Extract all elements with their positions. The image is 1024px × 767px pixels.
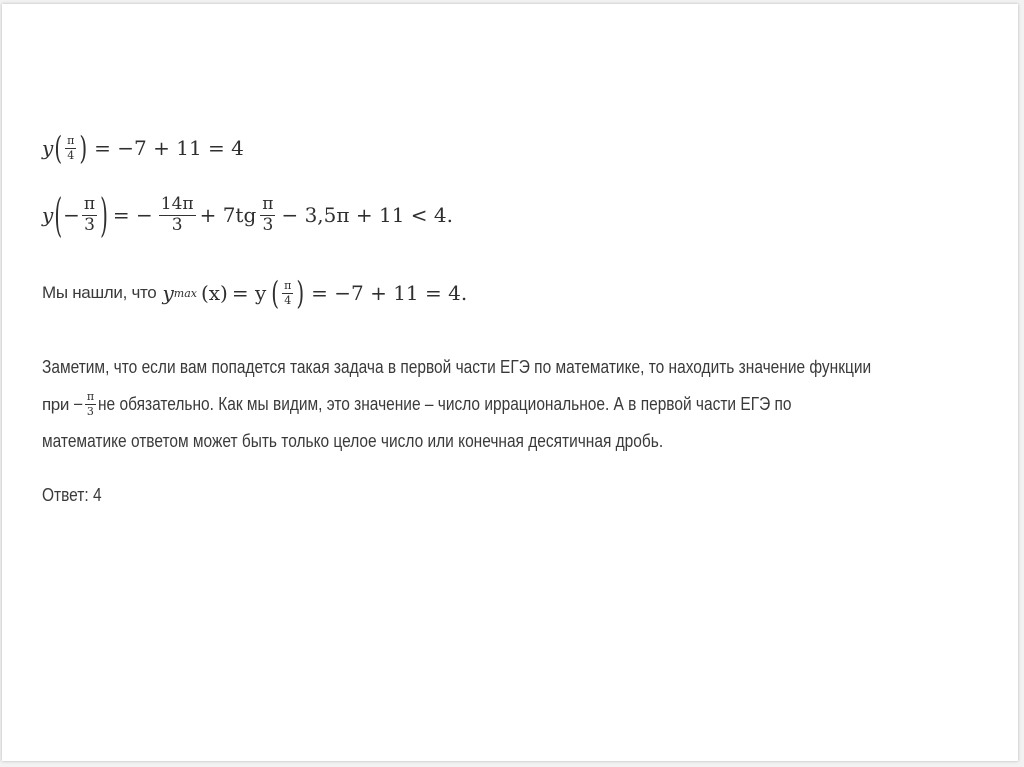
remark-line-3-text: математике ответом может быть только целое число или конечная десятичная дробь. <box>42 431 664 451</box>
answer-text: Ответ: 4 <box>42 485 102 505</box>
paren-open: ( <box>54 187 63 243</box>
remark-line-2 <box>42 386 1006 423</box>
paren-close: ) <box>79 128 88 168</box>
eq2-frac1-den: 3 <box>171 214 183 235</box>
found-text: Мы нашли, что <box>42 283 157 303</box>
remark-line-3 <box>42 423 1006 460</box>
eq2-mid: + 7tg <box>199 203 257 228</box>
eq1-var: y <box>42 136 54 161</box>
slide <box>2 4 1018 761</box>
eq2-tail: − 3,5π + 11 < 4. <box>281 203 453 228</box>
remark-line-2-post: не обязательно. Как мы видим, это значение – число иррациональное. А в первой части ЕГЭ по <box>98 394 792 414</box>
eq2-eq-sign: = − <box>112 203 153 228</box>
eq2-arg-fraction <box>82 196 97 235</box>
eq2-arg-den: 3 <box>84 214 95 235</box>
remark-paragraph <box>42 349 1006 460</box>
equation-y-minus-pi-3 <box>42 187 453 243</box>
remark-line-2-pre: при − <box>42 395 83 414</box>
remark-frac-num: π <box>86 390 95 404</box>
paren-open: ( <box>54 128 63 168</box>
paren-close: ) <box>296 273 305 313</box>
found-max-line <box>42 273 468 313</box>
eq2-arg-num: π <box>83 194 96 214</box>
paren-close: ) <box>100 187 108 243</box>
eq1-arg-num: π <box>67 134 75 147</box>
eq1-arg-fraction <box>65 135 76 161</box>
eq1-rhs: = −7 + 11 = 4 <box>94 136 244 161</box>
found-sub: max <box>173 286 197 300</box>
paren-open: ( <box>271 273 280 313</box>
eq2-frac2-den: 3 <box>262 214 274 235</box>
eq2-frac1 <box>159 196 196 235</box>
eq2-arg-sign: − <box>63 203 80 228</box>
answer-line <box>42 485 111 506</box>
eq2-frac2 <box>260 196 275 235</box>
found-formula <box>162 273 468 313</box>
eq1-arg-den: 4 <box>67 148 75 162</box>
found-rhs: = −7 + 11 = 4. <box>311 281 468 306</box>
remark-fraction <box>85 391 96 417</box>
remark-line-1-text: Заметим, что если вам попадется такая задача в первой части ЕГЭ по математике, то находить значение функции <box>42 357 872 377</box>
found-arg-fraction <box>282 280 293 306</box>
remark-line-1 <box>42 349 1006 386</box>
found-eq: = y <box>231 281 267 306</box>
found-arg-num: π <box>284 279 292 292</box>
equation-y-pi-4 <box>42 128 244 168</box>
eq2-frac2-num: π <box>262 194 274 214</box>
remark-frac-den: 3 <box>86 405 94 418</box>
found-func: y <box>162 281 174 306</box>
eq2-frac1-num: 14π <box>160 194 194 214</box>
found-arg-den: 4 <box>284 293 292 307</box>
eq2-var: y <box>42 203 54 228</box>
found-arg: (x) <box>200 281 228 306</box>
